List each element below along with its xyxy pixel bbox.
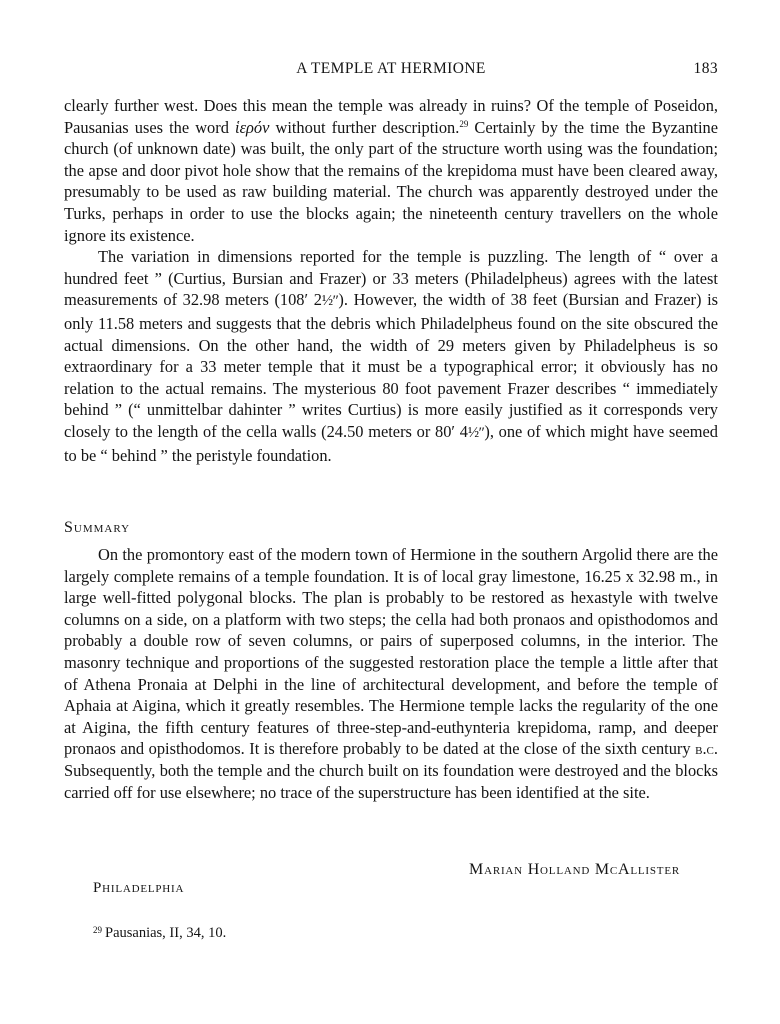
footnote-number: 29 [93, 925, 102, 935]
running-head [64, 60, 718, 82]
summary-part1: On the promontory east of the modern town of Hermione in the southern Argolid there are the largely complete remains of a temple foundation. It is of local gray limestone, 16.25 x 32.98 m., in large well-fitted polygonal blocks. The plan is probably to be restored as hexastyle with twelve columns on a side, on a platform with two steps; the cella had both pronaos and opisthodomos and probably a double row of seven columns, or pairs of superposed columns, in the interior. The masonry technique and proportions of the suggested restoration place the temple a little after that of Athena Pronaia at Delphi in the line of architectural development, and before the temple of Aphaia at Aigina, which it greatly resembles. The Hermione temple lacks the regularity of the one at Aigina, the fifth century features of three-step-and-euthynteria krepidoma, ramp, and deeper pronaos and opisthodomos. It is therefore probably to be dated at the close of the sixth century [64, 545, 718, 759]
paragraph-2-part2: ). However, the width of 38 feet (Bursian and Frazer) is only 11.58 meters and suggests that the debris which Philadelpheus found on the site obscured the actual dimensions. On the other hand, the width of 29 meters given by Philadelpheus is so extraordinary for a 33 meter temple that it must be a typographical error; it obviously has no relation to the actual remains. The mysterious 80 foot pavement Frazer describes “ immediately behind ” (“ unmittelbar dahinter ” writes Curtius) is more easily justified as it corresponds very closely to the length of the cella walls (24.50 meters or 80′ 4 [64, 290, 718, 441]
footnote-ref-29[interactable]: 29 [459, 118, 469, 129]
author-signature: Marian Holland McAllister [469, 861, 680, 878]
paragraph-1-part3: Certainly by the time the Byzantine church (of unknown date) was built, the only part of the structure worth using was the foundation; the apse and door pivot hole show that the remains of the krepidoma must have been cleared away, presumably to be used as raw building material. The church was apparently destroyed under the Turks, perhaps in order to use the blocks again; the nineteenth century travellers on the whole ignore its existence. [64, 117, 718, 245]
author-place: Philadelphia [93, 880, 185, 896]
running-title: A TEMPLE AT HERMIONE [296, 60, 486, 77]
body-text [64, 95, 718, 466]
paragraph-2 [64, 246, 718, 466]
greek-word: ἱερόν [235, 117, 270, 137]
summary-part2: Subsequently, both the temple and the church built on its foundation were destroyed and the blocks carried off for use elsewhere; no trace of the superstructure has been identified at the site. [64, 760, 718, 802]
summary-text [64, 544, 718, 803]
page-number: 183 [693, 60, 718, 77]
paragraph-1 [64, 95, 718, 246]
summary-paragraph [64, 544, 718, 803]
paragraph-1-part1: clearly further west. Does this mean the temple was already in ruins? Of the temple of Poseidon, Pausanias uses the word [64, 96, 718, 137]
fraction-2: ½″ [467, 424, 485, 441]
fraction-1: ½″ [321, 293, 339, 310]
era-abbrev: b.c. [695, 739, 718, 759]
paragraph-2-part3: ), one of which might have seemed to be “ behind ” the peristyle foundation. [64, 421, 718, 465]
summary-heading: Summary [64, 519, 131, 536]
footnote-text: Pausanias, II, 34, 10. [105, 925, 227, 941]
footnote-29 [93, 925, 226, 942]
paragraph-1-part2: without further description. [269, 117, 460, 137]
paragraph-2-part1: The variation in dimensions reported for the temple is puzzling. The length of “ over a hundred feet ” (Curtius, Bursian and Frazer) or 33 meters (Philadelpheus) agrees with the latest measurements of 32.98 meters (108′ 2 [64, 247, 718, 310]
